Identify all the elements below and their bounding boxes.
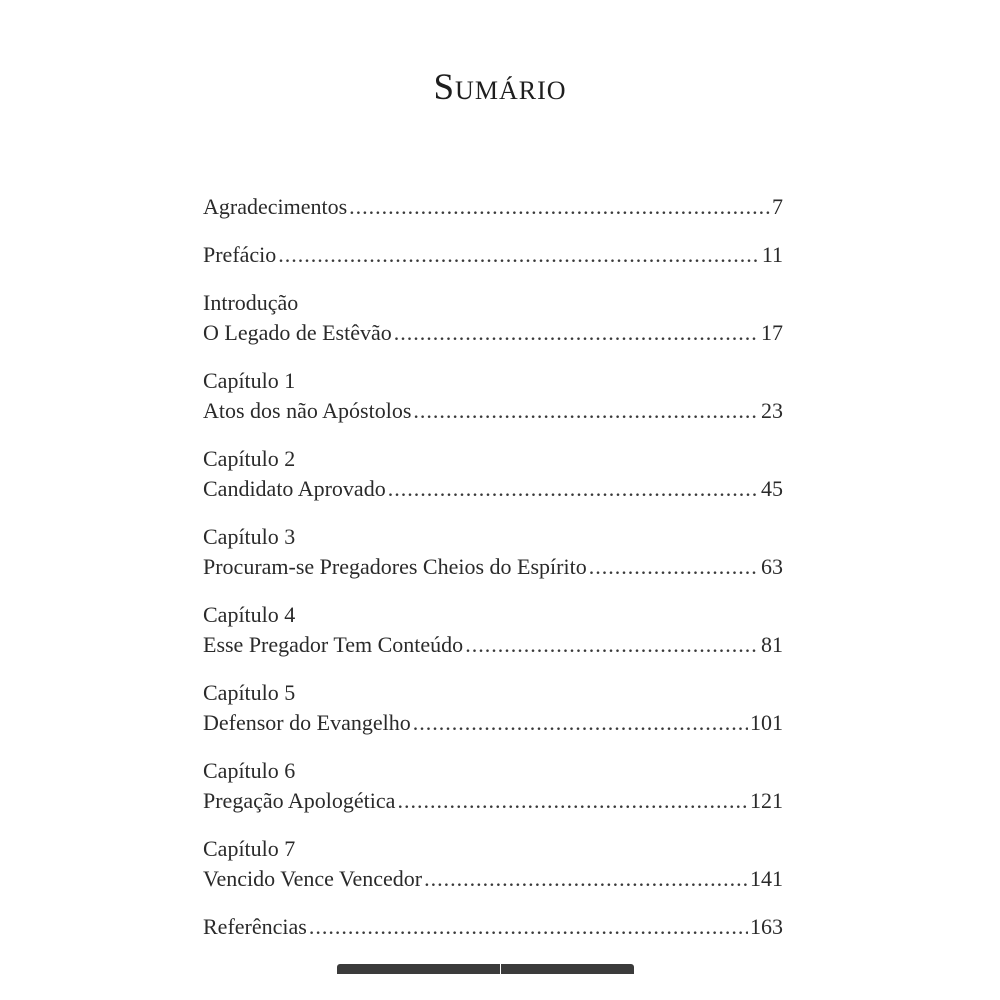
leader-dots: [278, 240, 760, 270]
leader-dots: [397, 786, 748, 816]
toc-entry-heading: Capítulo 7: [203, 836, 296, 861]
toc-entry-introducao[interactable]: [203, 288, 783, 348]
scrollbar-divider: [500, 964, 501, 974]
toc-entry-capitulo-3[interactable]: [203, 522, 783, 582]
toc-entry-heading: Capítulo 5: [203, 680, 296, 705]
toc-entry-page: 81: [761, 632, 783, 657]
toc-entry-capitulo-7[interactable]: [203, 834, 783, 894]
toc-entry-page: 45: [761, 476, 783, 501]
toc-entry-page: 23: [761, 398, 783, 423]
page-title: Sumário: [433, 67, 567, 108]
toc-entry-capitulo-4[interactable]: [203, 600, 783, 660]
toc-entry-label: Agradecimentos: [203, 194, 348, 219]
toc-entry-label: Referências: [203, 914, 307, 939]
toc-entry-agradecimentos[interactable]: [203, 192, 783, 222]
toc-entry-heading: Capítulo 6: [203, 758, 296, 783]
leader-dots: [413, 708, 748, 738]
toc-entry-page: 101: [750, 710, 783, 735]
leader-dots: [394, 318, 759, 348]
leader-dots: [388, 474, 759, 504]
table-of-contents: [203, 192, 783, 942]
leader-dots: [589, 552, 759, 582]
toc-entry-capitulo-5[interactable]: [203, 678, 783, 738]
toc-entry-label: Defensor do Evangelho: [203, 710, 411, 735]
toc-entry-heading: Capítulo 2: [203, 446, 296, 471]
toc-entry-referencias[interactable]: [203, 912, 783, 942]
toc-entry-label: Prefácio: [203, 242, 277, 267]
toc-entry-page: 141: [750, 866, 783, 891]
leader-dots: [309, 912, 748, 942]
leader-dots: [413, 396, 759, 426]
toc-entry-page: 63: [761, 554, 783, 579]
toc-entry-label: Procuram-se Pregadores Cheios do Espírito: [203, 554, 587, 579]
toc-entry-label: Esse Pregador Tem Conteúdo: [203, 632, 464, 657]
toc-entry-label: Vencido Vence Vencedor: [203, 866, 423, 891]
toc-entry-capitulo-6[interactable]: [203, 756, 783, 816]
toc-entry-page: 7: [772, 194, 783, 219]
toc-entry-heading: Introdução: [203, 290, 299, 315]
leader-dots: [349, 192, 770, 222]
leader-dots: [465, 630, 759, 660]
leader-dots: [424, 864, 748, 894]
toc-entry-label: Pregação Apologética: [203, 788, 396, 813]
toc-entry-label: Candidato Aprovado: [203, 476, 386, 501]
bottom-scrollbar[interactable]: [337, 964, 634, 974]
toc-entry-prefacio[interactable]: [203, 240, 783, 270]
toc-entry-capitulo-1[interactable]: [203, 366, 783, 426]
toc-entry-page: 11: [761, 242, 783, 267]
toc-entry-heading: Capítulo 4: [203, 602, 296, 627]
toc-entry-page: 17: [761, 320, 783, 345]
toc-entry-heading: Capítulo 3: [203, 524, 296, 549]
toc-entry-label: Atos dos não Apóstolos: [203, 398, 412, 423]
toc-entry-heading: Capítulo 1: [203, 368, 296, 393]
toc-entry-page: 121: [750, 788, 783, 813]
toc-entry-label: O Legado de Estêvão: [203, 320, 392, 345]
toc-entry-capitulo-2[interactable]: [203, 444, 783, 504]
toc-entry-page: 163: [750, 914, 783, 939]
